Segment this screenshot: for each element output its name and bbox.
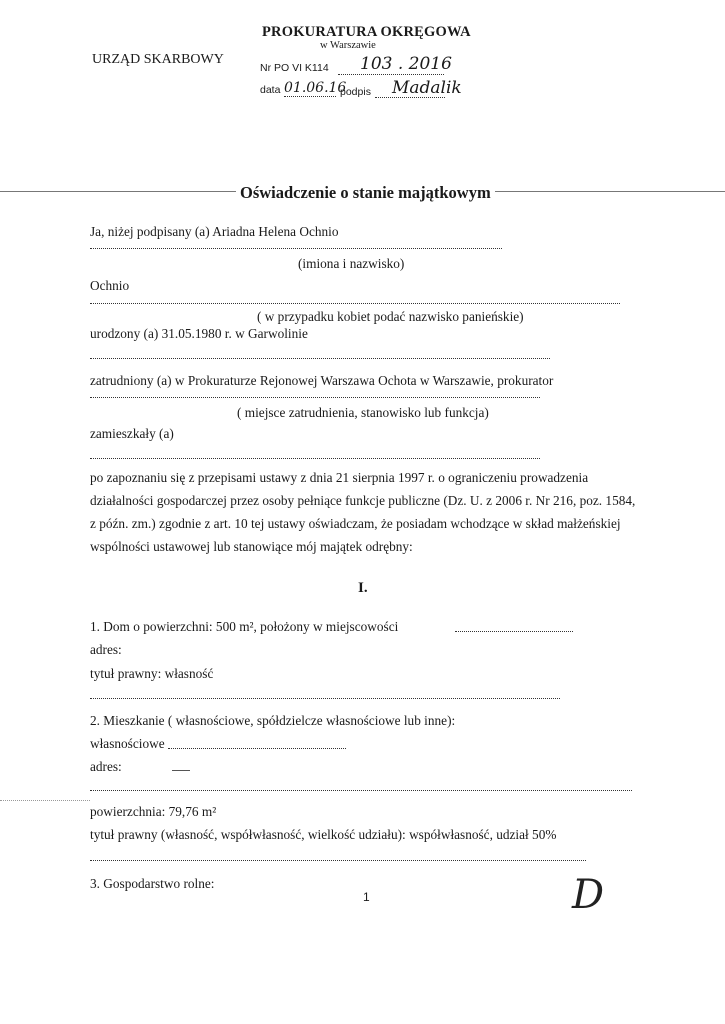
- date-value: 01.06.16: [284, 80, 347, 96]
- maiden-name: Ochnio: [90, 278, 130, 293]
- house-line: 1. Dom o powierzchni: 500 m², położony w miejscowości: [90, 619, 399, 634]
- document-title: Oświadczenie o stanie majątkowym: [236, 183, 495, 203]
- stamp-city: w Warszawie: [320, 40, 376, 51]
- house-location-dots: [455, 631, 573, 632]
- declaration-line-3: z późn. zm.) zgodnie z art. 10 tej ustawy oświadczam, że posiadam wchodzące w skład małżeńskiej: [90, 516, 621, 531]
- residence-line: zamieszkały (a): [90, 426, 174, 441]
- flat-area: powierzchnia: 79,76 m²: [90, 804, 217, 819]
- ref-dots: [338, 74, 444, 75]
- birth-line: urodzony (a) 31.05.1980 r. w Garwolinie: [90, 326, 308, 341]
- flat-line: 2. Mieszkanie ( własnościowe, spółdzielcze własnościowe lub inne):: [90, 713, 456, 728]
- sign-label: podpis: [340, 86, 371, 98]
- margin-rule: [0, 800, 90, 801]
- initials: D: [572, 872, 605, 918]
- intro-dots: [90, 248, 502, 249]
- flat-type-dots: [168, 748, 346, 749]
- signature: Madalik: [392, 78, 462, 98]
- flat-address: adres:: [90, 759, 122, 774]
- date-label: data: [260, 84, 281, 96]
- address-mark: [172, 770, 190, 771]
- residence-dots: [90, 458, 540, 459]
- employment-hint: ( miejsce zatrudnienia, stanowisko lub funkcja): [237, 405, 489, 420]
- declaration-line-1: po zapoznaniu się z przepisami ustawy z dnia 21 sierpnia 1997 r. o ograniczeniu prowadzenia: [90, 470, 589, 485]
- birth-dots: [90, 358, 550, 359]
- employment-line: zatrudniony (a) w Prokuraturze Rejonowej Warszawa Ochota w Warszawie, prokurator: [90, 373, 554, 388]
- names-hint: (imiona i nazwisko): [298, 256, 405, 271]
- ref-value: 103 . 2016: [360, 54, 452, 74]
- ref-label: Nr PO VI K114: [260, 62, 329, 74]
- maiden-dots: [90, 303, 620, 304]
- flat-address-dots: [90, 790, 632, 791]
- tax-office-label: URZĄD SKARBOWY: [92, 52, 224, 67]
- house-title: tytuł prawny: własność: [90, 666, 214, 681]
- declaration-line-4: wspólności ustawowej lub stanowiące mój majątek odrębny:: [90, 539, 413, 554]
- employment-dots: [90, 397, 540, 398]
- house-dots: [90, 698, 560, 699]
- house-address: adres:: [90, 642, 122, 657]
- section-heading: I.: [358, 580, 368, 596]
- stamp-title: PROKURATURA OKRĘGOWA: [262, 24, 471, 40]
- intro-line: Ja, niżej podpisany (a) Ariadna Helena Ochnio: [90, 224, 339, 239]
- maiden-hint: ( w przypadku kobiet podać nazwisko panieńskie): [257, 309, 524, 324]
- farm-line: 3. Gospodarstwo rolne:: [90, 876, 215, 891]
- flat-title: tytuł prawny (własność, współwłasność, wielkość udziału): współwłasność, udział 50%: [90, 827, 557, 842]
- declaration-line-2: działalności gospodarczej przez osoby pełniące funkcje publiczne (Dz. U. z 2006 r. Nr 216, poz. 1584,: [90, 493, 636, 508]
- date-dots: [284, 96, 336, 97]
- flat-type: własnościowe: [90, 736, 165, 751]
- flat-dots: [90, 860, 586, 861]
- page-number: 1: [363, 890, 370, 904]
